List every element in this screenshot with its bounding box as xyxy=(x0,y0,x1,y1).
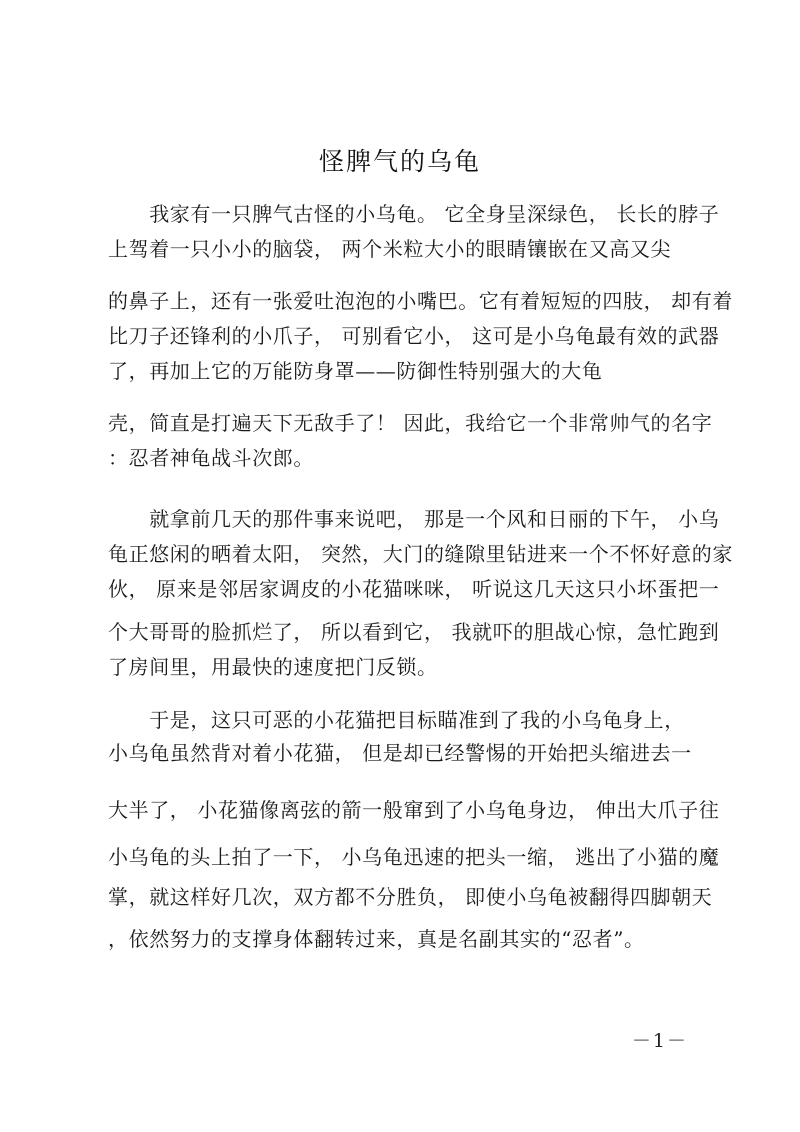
text-line: 掌，就这样好几次，双方都不分胜负， 即使小乌龟被翻得四脚朝天 xyxy=(108,885,713,909)
text-line: 就拿前几天的那件事来说吧， 那是一个风和日丽的下午， 小乌 xyxy=(108,507,720,531)
text-line: 的鼻子上，还有一张爱吐泡泡的小嘴巴。它有着短短的四肢， 却有着 xyxy=(108,289,733,313)
text-line: 龟正悠闲的晒着太阳， 突然，大门的缝隙里钻进来一个不怀好意的家 xyxy=(108,542,733,566)
text-line: 了房间里，用最快的速度把门反锁。 xyxy=(108,655,438,679)
text-line: 壳，简直是打遍天下无敌手了！ 因此，我给它一个非常帅气的名字 xyxy=(108,411,713,435)
text-line: 上驾着一只小小的脑袋， 两个米粒大小的眼睛镶嵌在又高又尖 xyxy=(108,237,672,261)
text-line: 伙， 原来是邻居家调皮的小花猫咪咪， 听说这几天这只小坏蛋把一 xyxy=(108,577,720,601)
text-line: 大半了， 小花猫像离弦的箭一般窜到了小乌龟身边， 伸出大爪子往 xyxy=(108,798,720,822)
text-line: 比刀子还锋利的小爪子， 可别看它小， 这可是小乌龟最有效的武器 xyxy=(108,324,720,348)
text-line: 小乌龟虽然背对着小花猫， 但是却已经警惕的开始把头缩进去一 xyxy=(108,741,692,765)
text-line: ，依然努力的支撑身体翻转过来，真是名副其实的“忍者”。 xyxy=(108,927,645,951)
text-line: 个大哥哥的脸抓烂了， 所以看到它， 我就吓的胆战心惊，急忙跑到 xyxy=(108,620,720,644)
text-line: 我家有一只脾气古怪的小乌龟。 它全身呈深绿色， 长长的脖子 xyxy=(108,202,720,226)
text-line: ：忍者神龟战斗次郎。 xyxy=(108,446,314,470)
text-line: 了，再加上它的万能防身罩——防御性特别强大的大龟 xyxy=(108,359,603,383)
text-line: 于是，这只可恶的小花猫把目标瞄准到了我的小乌龟身上， xyxy=(108,708,685,732)
text-line: 小乌龟的头上拍了一下， 小乌龟迅速的把头一缩， 逃出了小猫的魔 xyxy=(108,845,720,869)
page-title: 怪脾气的乌龟 xyxy=(318,147,481,176)
page-number: －1－ xyxy=(631,1030,688,1052)
